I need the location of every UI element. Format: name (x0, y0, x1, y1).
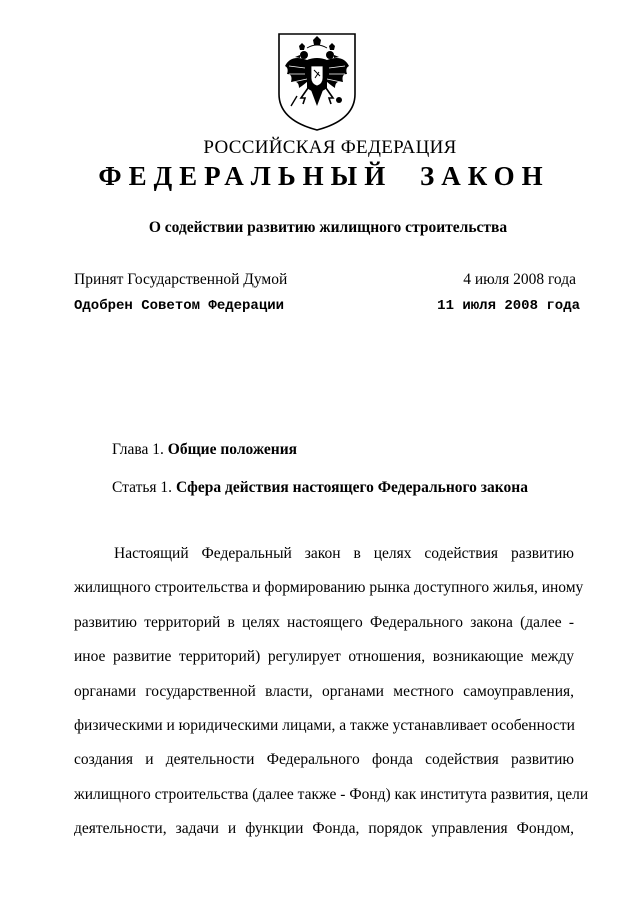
law-type: ФЕДЕРАЛЬНЫЙ ЗАКОН (98, 161, 550, 191)
body-line: развитию территорий в целях настоящего Федерального закона (далее - (74, 613, 574, 631)
chapter-title: Общие положения (167, 441, 298, 458)
article-heading (112, 479, 528, 497)
body-line: физическими и юридическими лицами, а также устанавливает особенности (74, 716, 575, 734)
duma-label: Принят Государственной Думой (74, 271, 288, 288)
article-title: Сфера действия настоящего Федерального закона (175, 479, 528, 496)
country-name: РОССИЙСКАЯ ФЕДЕРАЦИЯ (203, 137, 457, 158)
chapter-prefix: Глава 1. (112, 441, 168, 458)
body-line: органами государственной власти, органами местного самоуправления, (74, 682, 574, 700)
duma-date: 4 июля 2008 года (463, 271, 576, 288)
adoption-council-row (74, 298, 580, 314)
body-line: деятельности, задачи и функции Фонда, порядок управления Фондом, (74, 820, 574, 838)
council-label: Одобрен Советом Федерации (74, 298, 285, 314)
law-title: О содействии развитию жилищного строительства (148, 219, 508, 236)
body-line: создания и деятельности Федерального фонда содействия развитию (74, 751, 574, 769)
adoption-duma-row (74, 271, 580, 289)
coat-of-arms-icon (277, 32, 357, 132)
council-date: 11 июля 2008 года (437, 298, 580, 314)
body-line: Настоящий Федеральный закон в целях содействия развитию (114, 545, 574, 562)
body-line: иное развитие территорий) регулирует отношения, возникающие между (74, 648, 574, 666)
body-line: жилищного строительства (далее также - Фонд) как института развития, цели (74, 785, 589, 803)
body-line: жилищного строительства и формированию рынка доступного жилья, иному (74, 579, 584, 597)
article-prefix: Статья 1. (112, 479, 176, 496)
chapter-heading (112, 441, 297, 459)
article-body (74, 545, 589, 855)
